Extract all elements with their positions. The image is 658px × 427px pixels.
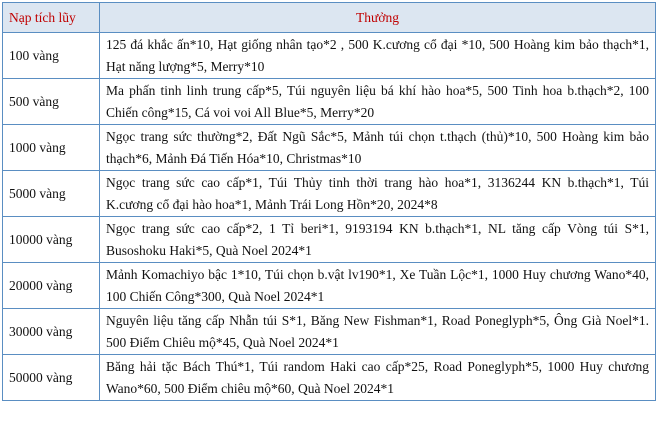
rewards-cell: Ma phấn tinh linh trung cấp*5, Túi nguyên liệu bá khí hào hoa*5, 500 Tinh hoa b.thạch*2, 100 Chiến công*15, Cá voi voi All Blue*5, Merry*20 — [100, 79, 656, 125]
rewards-cell: Băng hải tặc Bách Thú*1, Túi random Haki cao cấp*25, Road Poneglyph*5, 1000 Huy chương Wano*60, 500 Điểm chiêu mộ*60, Quà Noel 2024*1 — [100, 355, 656, 401]
header-row — [3, 3, 656, 33]
rewards-cell: Ngọc trang sức cao cấp*2, 1 Tỉ beri*1, 9193194 KN b.thạch*1, NL tăng cấp Vòng túi S*1, Busoshoku Haki*5, Quà Noel 2024*1 — [100, 217, 656, 263]
rewards-cell: Nguyên liệu tăng cấp Nhẫn túi S*1, Băng New Fishman*1, Road Poneglyph*5, Ông Già Noel*1. 500 Điểm Chiêu mộ*45, Quà Noel 2024*1 — [100, 309, 656, 355]
rewards-table — [2, 2, 656, 401]
rewards-cell: Mảnh Komachiyo bậc 1*10, Túi chọn b.vật lv190*1, Xe Tuần Lộc*1, 1000 Huy chương Wano*40, 100 Chiến Công*300, Quà Noel 2024*1 — [100, 263, 656, 309]
tier-cell: 100 vàng — [3, 33, 100, 79]
rewards-cell: 125 đá khắc ấn*10, Hạt giống nhân tạo*2 , 500 K.cương cổ đại *10, 500 Hoàng kim bảo thạch*1, Hạt năng lượng*5, Merry*10 — [100, 33, 656, 79]
tier-cell: 5000 vàng — [3, 171, 100, 217]
table-row — [3, 125, 656, 171]
table-row — [3, 33, 656, 79]
table-row — [3, 355, 656, 401]
table-row — [3, 309, 656, 355]
header-tier: Nạp tích lũy — [3, 3, 100, 33]
table-row — [3, 79, 656, 125]
tier-cell: 20000 vàng — [3, 263, 100, 309]
rewards-cell: Ngọc trang sức thường*2, Đất Ngũ Sắc*5, Mảnh túi chọn t.thạch (thủ)*10, 500 Hoàng kim bảo thạch*6, Mảnh Đá Tiến Hóa*10, Christmas*10 — [100, 125, 656, 171]
table-row — [3, 171, 656, 217]
tier-cell: 50000 vàng — [3, 355, 100, 401]
table-body — [3, 33, 656, 401]
table-header — [3, 3, 656, 33]
tier-cell: 500 vàng — [3, 79, 100, 125]
tier-cell: 10000 vàng — [3, 217, 100, 263]
tier-cell: 1000 vàng — [3, 125, 100, 171]
header-rewards: Thưởng — [100, 3, 656, 33]
table-row — [3, 217, 656, 263]
rewards-cell: Ngọc trang sức cao cấp*1, Túi Thủy tinh thời trang hào hoa*1, 3136244 KN b.thạch*1, Túi K.cương cổ đại hào hoa*1, Mảnh Trái Long Hồn*20, 2024*8 — [100, 171, 656, 217]
tier-cell: 30000 vàng — [3, 309, 100, 355]
table-row — [3, 263, 656, 309]
